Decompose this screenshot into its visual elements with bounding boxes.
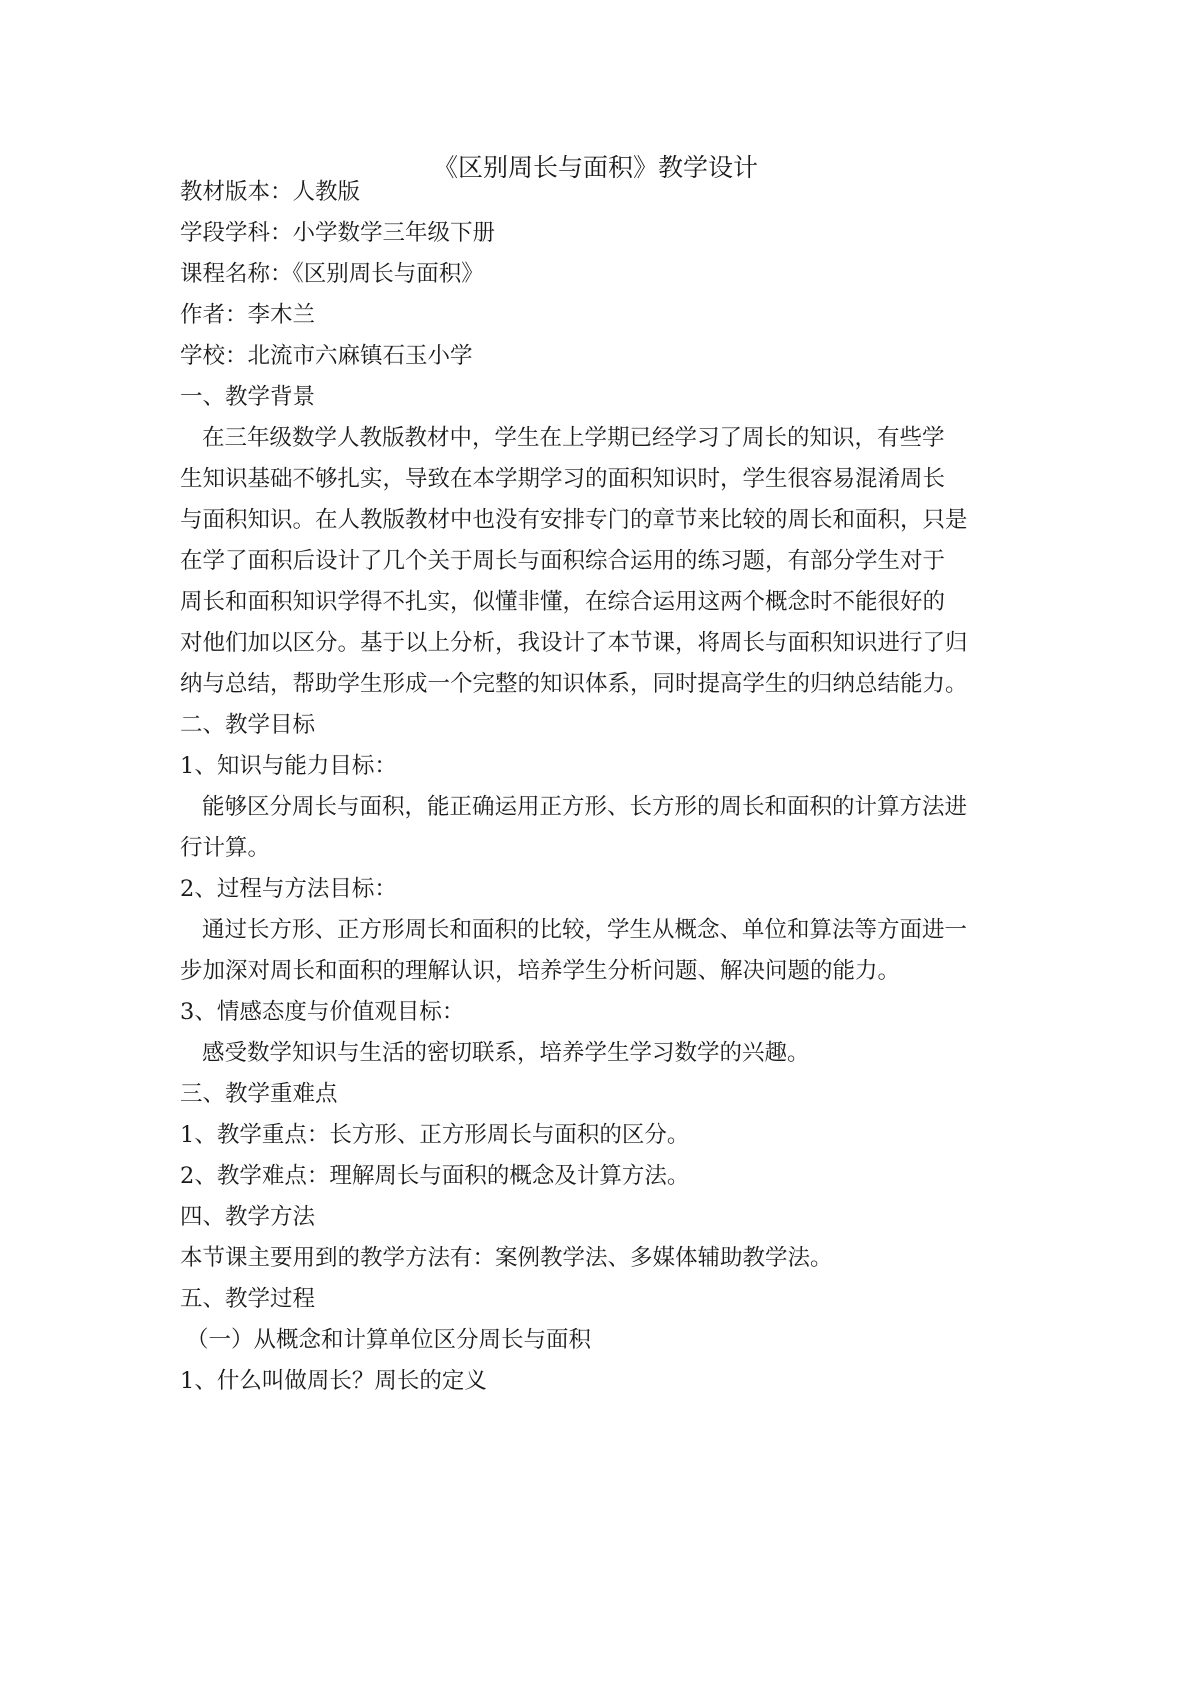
meta-subject: 学段学科：小学数学三年级下册: [180, 220, 496, 246]
paragraph-line: 在三年级数学人教版教材中，学生在上学期已经学习了周长的知识，有些学: [202, 425, 945, 451]
paragraph-line: 通过长方形、正方形周长和面积的比较，学生从概念、单位和算法等方面进一: [202, 917, 968, 943]
paragraph-line: 感受数学知识与生活的密切联系，培养学生学习数学的兴趣。: [202, 1040, 810, 1066]
paragraph-line: 生知识基础不够扎实，导致在本学期学习的面积知识时，学生很容易混淆周长: [180, 466, 946, 492]
paragraph-line: 周长和面积知识学得不扎实，似懂非懂，在综合运用这两个概念时不能很好的: [180, 589, 946, 615]
section-heading-methods: 四、教学方法: [180, 1204, 316, 1230]
paragraph-line: 行计算。: [180, 835, 271, 861]
paragraph-line: 纳与总结，帮助学生形成一个完整的知识体系，同时提高学生的归纳总结能力。: [180, 671, 968, 697]
paragraph-line: 与面积知识。在人教版教材中也没有安排专门的章节来比较的周长和面积，只是: [180, 507, 968, 533]
paragraph-line: 在学了面积后设计了几个关于周长与面积综合运用的练习题，有部分学生对于: [180, 548, 946, 574]
key-point-2: 2、教学难点：理解周长与面积的概念及计算方法。: [180, 1163, 690, 1189]
paragraph-line: 步加深对周长和面积的理解认识，培养学生分析问题、解决问题的能力。: [180, 958, 901, 984]
paragraph-line: 对他们加以区分。基于以上分析，我设计了本节课，将周长与面积知识进行了归: [180, 630, 968, 656]
objective-process-heading: 2、过程与方法目标：: [180, 876, 397, 902]
meta-course: 课程名称：《区别周长与面积》: [180, 261, 484, 287]
meta-school: 学校：北流市六麻镇石玉小学: [180, 343, 473, 369]
document-title: 《区别周长与面积》教学设计: [432, 153, 758, 182]
process-item-1: 1、什么叫做周长？周长的定义: [180, 1368, 487, 1394]
section-heading-objectives: 二、教学目标: [180, 712, 316, 738]
key-point-1: 1、教学重点：长方形、正方形周长与面积的区分。: [180, 1122, 690, 1148]
process-part-1: （一）从概念和计算单位区分周长与面积: [186, 1327, 592, 1353]
section-heading-process: 五、教学过程: [180, 1286, 316, 1312]
meta-author: 作者：李木兰: [180, 302, 316, 328]
methods-text: 本节课主要用到的教学方法有：案例教学法、多媒体辅助教学法。: [180, 1245, 833, 1271]
paragraph-line: 能够区分周长与面积，能正确运用正方形、长方形的周长和面积的计算方法进: [202, 794, 968, 820]
objective-emotion-heading: 3、情感态度与价值观目标：: [180, 999, 465, 1025]
meta-edition: 教材版本：人教版: [180, 179, 361, 205]
objective-knowledge-heading: 1、知识与能力目标：: [180, 753, 397, 779]
section-heading-key-points: 三、教学重难点: [180, 1081, 338, 1107]
section-heading-background: 一、教学背景: [180, 384, 316, 410]
